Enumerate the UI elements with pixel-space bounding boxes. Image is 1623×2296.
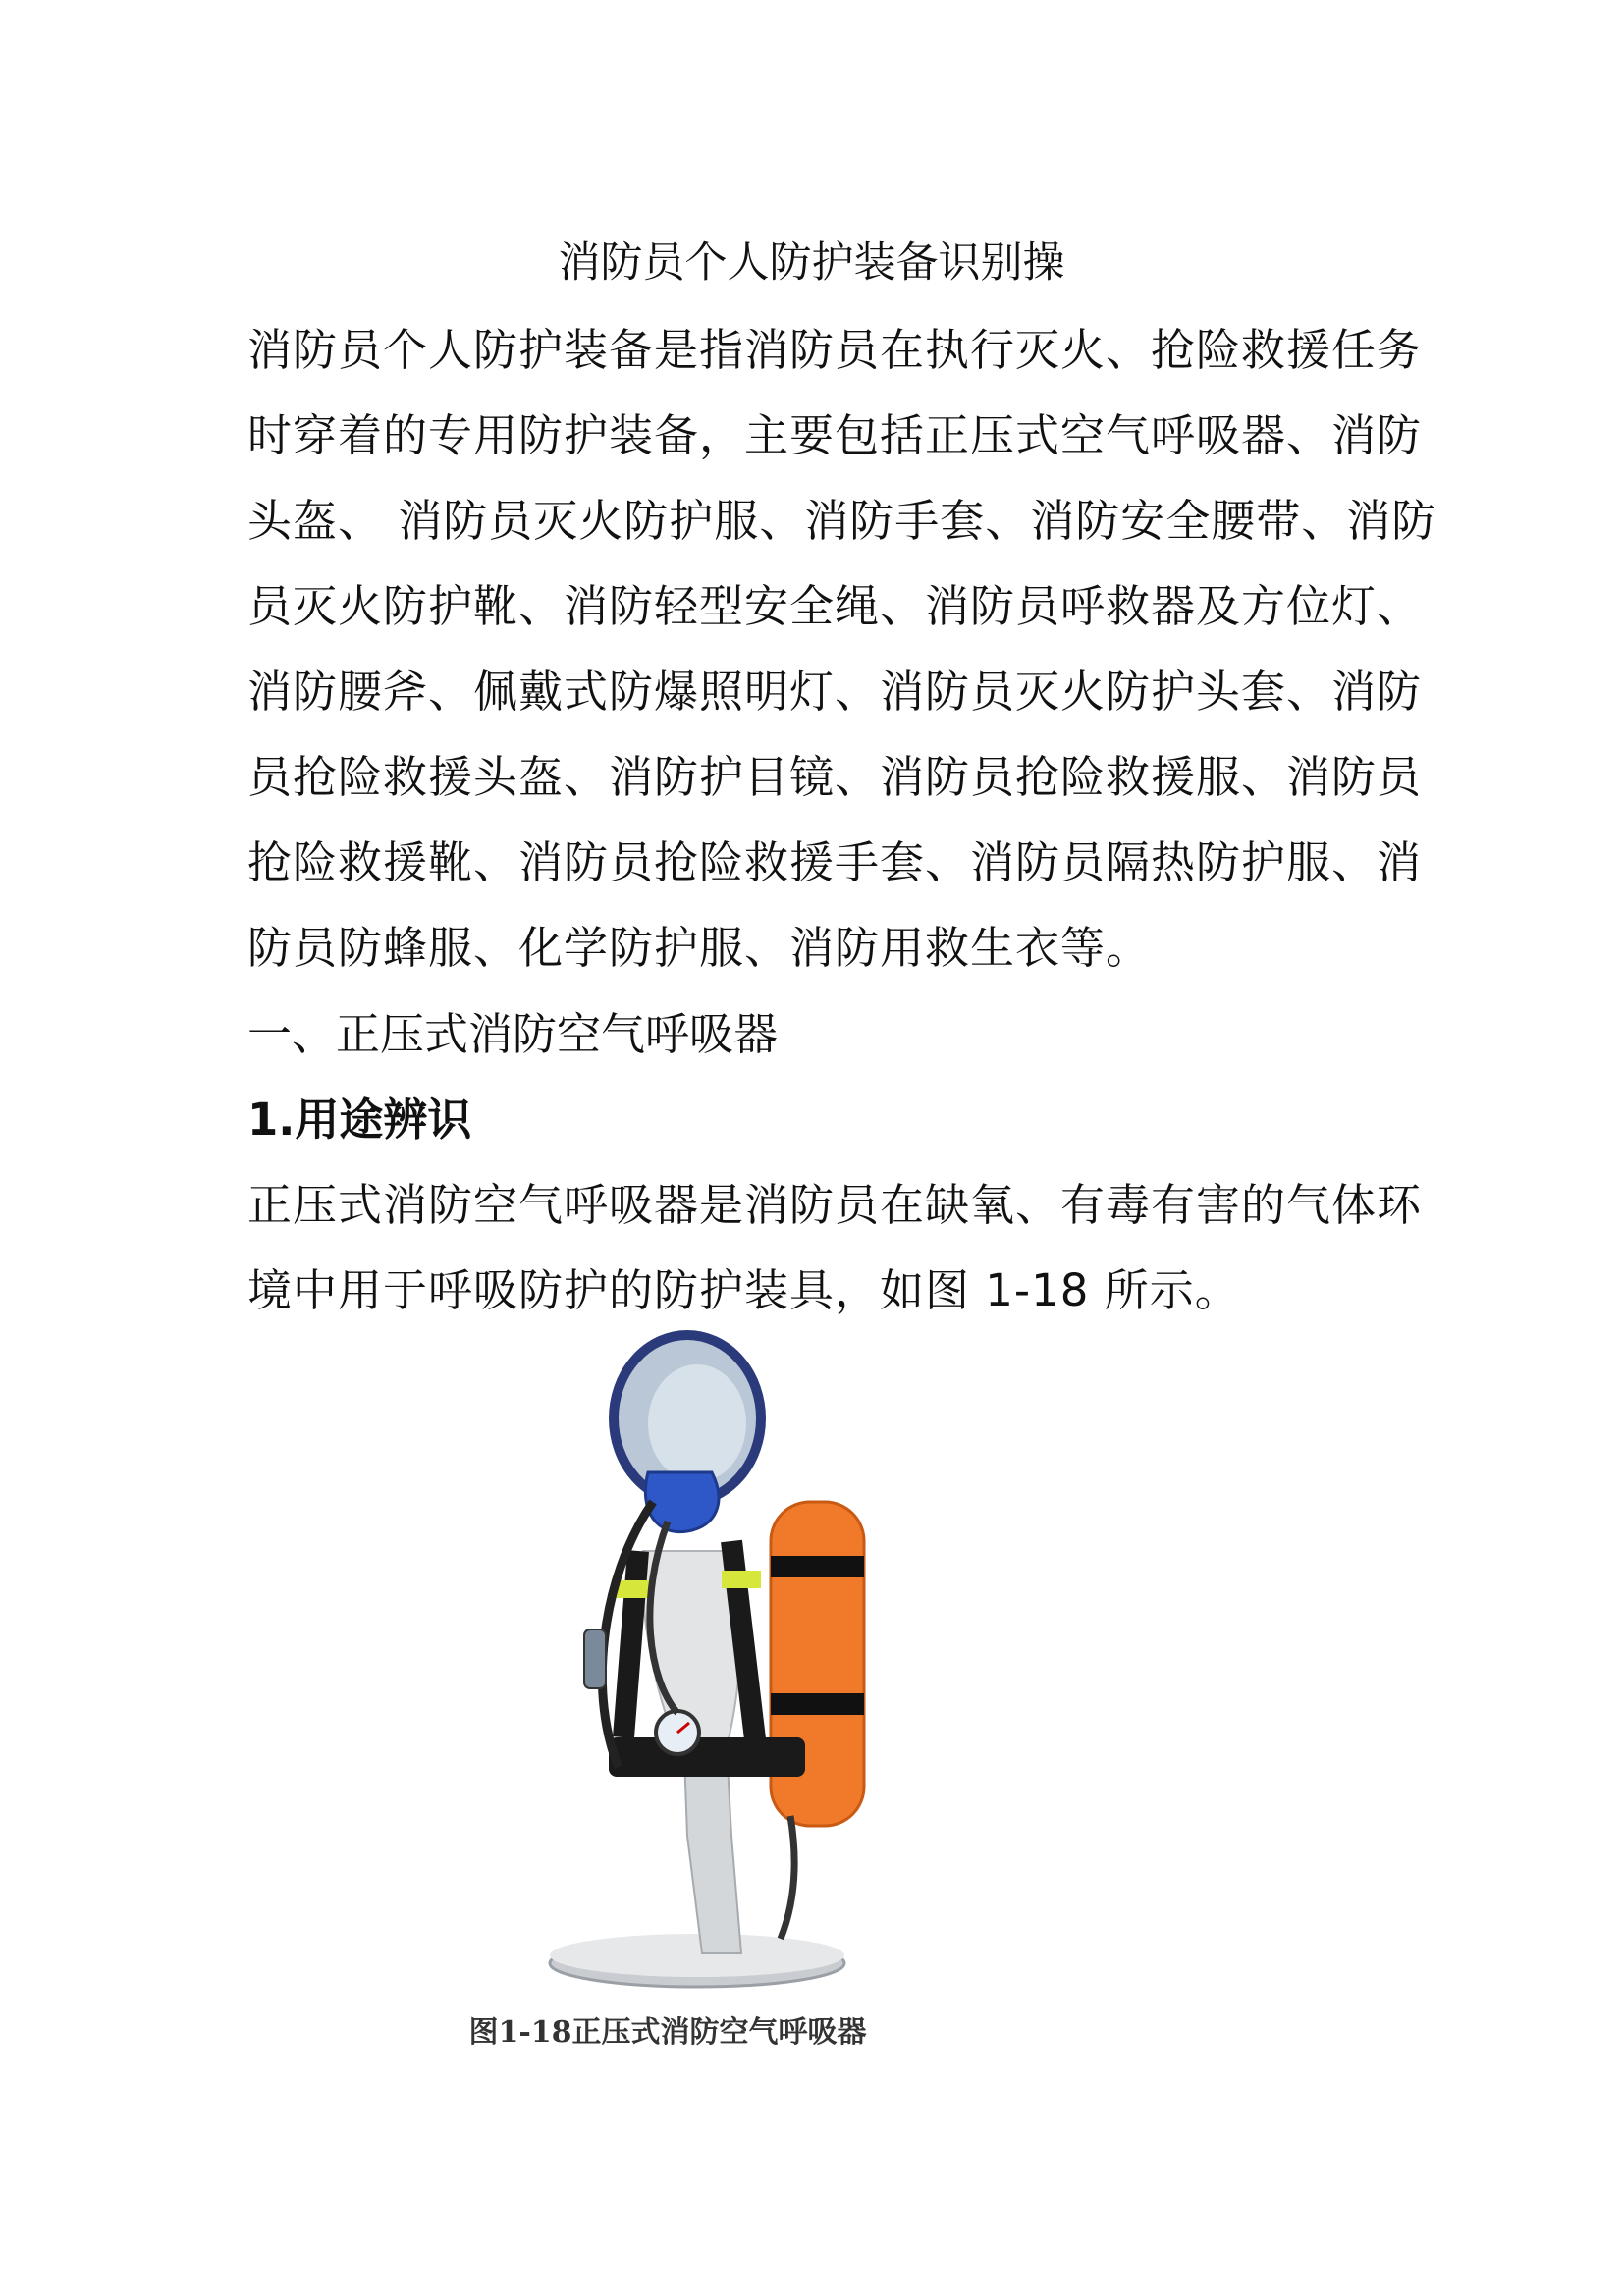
intro-line: 消防腰斧、佩戴式防爆照明灯、消防员灭火防护头套、消防 bbox=[247, 666, 1423, 718]
body-line: 境中用于呼吸防护的防护装具，如图 1-18 所示。 bbox=[247, 1264, 1240, 1316]
intro-line: 消防员个人防护装备是指消防员在执行灭火、抢险救援任务 bbox=[247, 324, 1423, 376]
sub-heading: 1.用途辨识 bbox=[247, 1094, 472, 1146]
breathing-apparatus-figure bbox=[530, 1325, 903, 2012]
figure-caption: 图1-18正压式消防空气呼吸器 bbox=[468, 2015, 867, 2050]
intro-line: 时穿着的专用防护装备，主要包括正压式空气呼吸器、消防 bbox=[247, 409, 1423, 461]
intro-line: 抢险救援靴、消防员抢险救援手套、消防员隔热防护服、消 bbox=[247, 836, 1423, 888]
intro-paragraph bbox=[247, 307, 1437, 990]
body-line: 正压式消防空气呼吸器是消防员在缺氧、有毒有害的气体环 bbox=[247, 1179, 1423, 1231]
intro-line: 防员防蜂服、化学防护服、消防用救生衣等。 bbox=[247, 922, 1152, 974]
intro-line: 员灭火防护靴、消防轻型安全绳、消防员呼救器及方位灯、 bbox=[247, 580, 1423, 632]
intro-line: 员抢险救援头盔、消防护目镜、消防员抢险救援服、消防员 bbox=[247, 751, 1423, 803]
body-paragraph bbox=[247, 1162, 1423, 1333]
section-heading: 一、正压式消防空气呼吸器 bbox=[247, 1008, 779, 1060]
intro-line: 头盔、 消防员灭火防护服、消防手套、消防安全腰带、消防 bbox=[247, 495, 1437, 547]
document-title: 消防员个人防护装备识别操 bbox=[558, 239, 1065, 288]
